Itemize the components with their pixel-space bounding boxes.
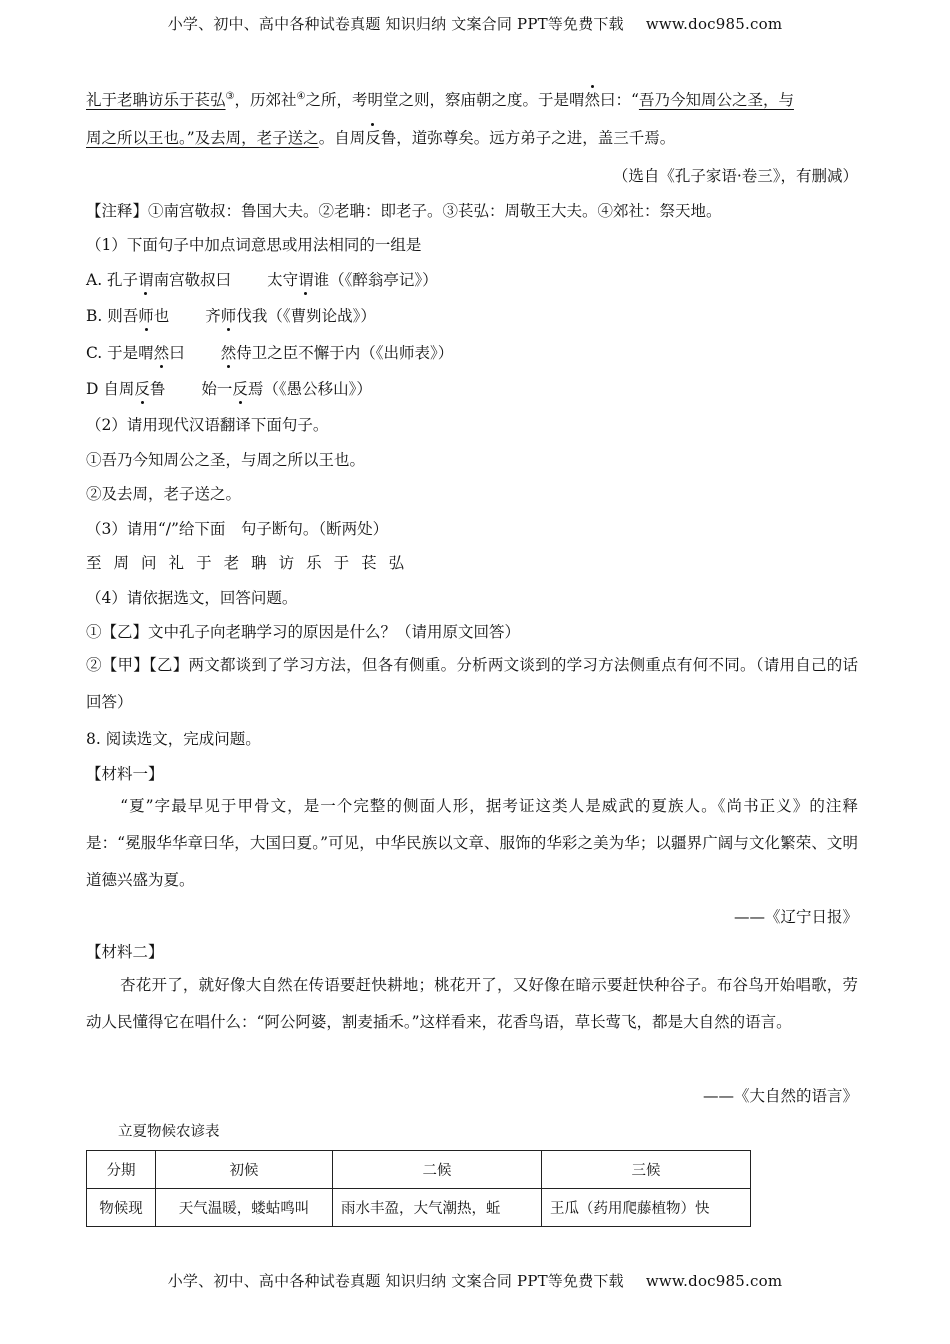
dotted-word: 师 [221, 304, 237, 326]
q8-title: 8. 阅读选文，完成问题。 [86, 730, 261, 748]
table-header-row [87, 1151, 751, 1189]
text: B. 则吾 [86, 307, 139, 325]
material-2-text: 杏花开了，就好像大自然在传语要赶快耕地；桃花开了，又好像在暗示要赶快种谷子。布谷鸟开始唱歌，劳动人民懂得它在唱什么：“阿公阿婆，割麦插禾。”这样看来，花香鸟语，草长莺飞，都是大自然的语言。 [86, 976, 858, 1031]
text: 伐我（《曹刿论战》） [236, 307, 376, 325]
text: 曰 [169, 344, 185, 362]
q1-stem: （1）下面句子中加点词意思或用法相同的一组是 [86, 236, 422, 254]
text: 齐 [205, 307, 221, 325]
char: 弘 [388, 554, 405, 572]
table-header-cell: 分期 [87, 1151, 156, 1189]
dotted-word: 谓 [138, 268, 154, 290]
q4-sub-2: ②【甲】【乙】两文都谈到了学习方法，但各有侧重。分析两文谈到的学习方法侧重点有何不同。（请用自己的话回答） [86, 656, 858, 711]
text: 也 [153, 307, 170, 325]
passage-line-1 [86, 88, 794, 110]
dotted-word: 然 [154, 341, 170, 363]
char: 问 [141, 554, 157, 572]
underlined-text: 周之所以王也。”及去周，老子送之 [86, 129, 319, 147]
q2-stem: （2）请用现代汉语翻译下面句子。 [86, 416, 329, 434]
material-1-text: “夏”字最早见于甲骨文，是一个完整的侧面人形，据考证这类人是威武的夏族人。《尚书正义》的注释是：“冕服华华章曰华，大国曰夏。”可见，中华民族以文章、服饰的华彩之美为华；以疆界广阔与文化繁荣、文明道德兴盛为夏。 [86, 797, 858, 889]
dotted-word: 反 [134, 377, 150, 399]
material-2-label: 【材料二】 [86, 943, 164, 961]
table-cell: 王瓜（药用爬藤植物）快 [542, 1189, 751, 1227]
text: 之所，考明堂之则，察庙朝之度。于是喟 [305, 91, 585, 109]
dotted-word: 然 [221, 341, 237, 363]
q1-option-b[interactable] [86, 304, 376, 326]
char: 苌 [361, 554, 377, 572]
q4-sub-1: ①【乙】文中孔子向老聃学习的原因是什么？（请用原文回答） [86, 623, 521, 641]
page-header [0, 13, 950, 34]
dotted-word: 然 [584, 88, 600, 110]
material-2-source: ——《大自然的语言》 [702, 1087, 858, 1105]
char: 老 [223, 554, 240, 572]
passage-line-2 [86, 126, 675, 148]
text: 南宫敬叔曰 [153, 271, 232, 289]
char: 访 [278, 554, 295, 572]
footer-text: 小学、初中、高中各种试卷真题 知识归纳 文案合同 PPT等免费下载 [167, 1272, 624, 1290]
table-cell: 雨水丰盈，大气潮热，蚯 [333, 1189, 542, 1227]
material-1-source: ——《辽宁日报》 [733, 908, 858, 926]
passage-source: （选自《孔子家语·卷三》，有删减） [612, 167, 858, 185]
char: 聃 [251, 554, 267, 572]
dotted-word: 师 [138, 304, 154, 326]
q1-option-a[interactable] [86, 268, 438, 290]
phenology-table [86, 1150, 751, 1227]
char: 乐 [306, 554, 322, 572]
header-site: www.doc985.com [645, 15, 783, 33]
text: 侍卫之臣不懈于内（《出师表》） [236, 344, 454, 362]
q3-stem: （3）请用“/”给下面 句子断句。（断两处） [86, 520, 389, 538]
text: 曰：“ [600, 91, 639, 109]
notes: 【注释】①南宫敬叔：鲁国大夫。②老聃：即老子。③苌弘：周敬王大夫。④郊社：祭天地。 [86, 202, 722, 220]
char: 至 [86, 554, 102, 572]
dotted-word: 谓 [298, 268, 314, 290]
char: 礼 [168, 554, 185, 572]
note-mark-4: ④ [296, 90, 306, 102]
text: ，历郊社 [234, 91, 297, 109]
underlined-text: 礼于老聃访乐于苌弘 [86, 91, 226, 109]
q3-sentence [86, 551, 416, 573]
table-header-cell: 二候 [333, 1151, 542, 1189]
footer-site: www.doc985.com [645, 1272, 783, 1290]
table-header-cell: 三候 [542, 1151, 751, 1189]
underlined-text: 吾乃今知周公之圣，与 [638, 91, 794, 109]
char: 周 [113, 554, 130, 572]
text: 焉（《愚公移山》） [247, 380, 372, 398]
text: 鲁，道弥尊矣。远方弟子之进，盖三千焉。 [380, 129, 676, 147]
dotted-word: 反 [365, 126, 381, 148]
text: 谁（《醉翁亭记》） [313, 271, 438, 289]
text: 始一 [201, 380, 233, 398]
note-mark-3: ③ [225, 90, 235, 102]
text: 。自周 [318, 129, 366, 147]
table-header-cell: 初候 [156, 1151, 333, 1189]
dotted-word: 反 [232, 377, 248, 399]
table-row [87, 1189, 751, 1227]
header-text: 小学、初中、高中各种试卷真题 知识归纳 文案合同 PPT等免费下载 [167, 15, 624, 33]
text: 太守 [267, 271, 299, 289]
q1-option-c[interactable] [86, 341, 453, 363]
page-footer [0, 1270, 950, 1291]
char: 于 [196, 554, 212, 572]
text: C. 于是喟 [86, 344, 154, 362]
table-cell: 物候现 [87, 1189, 156, 1227]
table-cell: 天气温暖，蝼蛄鸣叫 [156, 1189, 333, 1227]
text: A. 孔子 [86, 271, 139, 289]
table-title: 立夏物候农谚表 [118, 1124, 220, 1140]
material-1-label: 【材料一】 [86, 765, 164, 783]
text: 鲁 [149, 380, 166, 398]
q1-option-d[interactable] [86, 377, 372, 399]
char: 于 [333, 554, 350, 572]
q2-sentence-2: ②及去周，老子送之。 [86, 485, 242, 503]
q4-stem: （4）请依据选文，回答问题。 [86, 589, 298, 607]
q2-sentence-1: ①吾乃今知周公之圣，与周之所以王也。 [86, 451, 366, 469]
text: D 自周 [86, 380, 135, 398]
